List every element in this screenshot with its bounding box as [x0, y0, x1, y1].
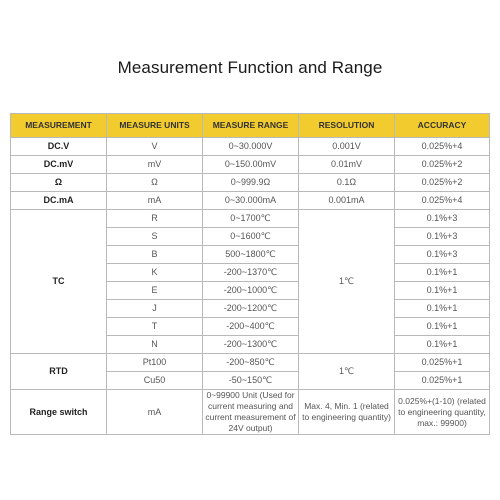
- accuracy-cell: 0.1%+3: [395, 210, 490, 228]
- page-title: Measurement Function and Range: [117, 58, 383, 77]
- table-row: [11, 390, 490, 435]
- range-cell: -200~1200℃: [203, 300, 299, 318]
- spec-table: [10, 113, 490, 435]
- range-cell: 0~99900 Unit (Used for current measuring and current measurement of 24V output): [203, 390, 299, 435]
- range-cell: 0~150.00mV: [203, 156, 299, 174]
- unit-cell: N: [107, 336, 203, 354]
- unit-cell: Ω: [107, 174, 203, 192]
- unit-cell: mA: [107, 192, 203, 210]
- range-cell: -200~1300℃: [203, 336, 299, 354]
- table-row: [11, 210, 490, 228]
- range-cell: -50~150℃: [203, 372, 299, 390]
- header-measure-range: MEASURE RANGE: [203, 114, 299, 138]
- accuracy-cell: 0.1%+3: [395, 228, 490, 246]
- resolution-cell: 0.001V: [299, 138, 395, 156]
- range-cell: -200~1370℃: [203, 264, 299, 282]
- tc-resolution-cell: 1℃: [299, 210, 395, 354]
- rtd-label-cell: RTD: [11, 354, 107, 390]
- unit-cell: J: [107, 300, 203, 318]
- unit-cell: B: [107, 246, 203, 264]
- accuracy-cell: 0.025%+1: [395, 372, 490, 390]
- accuracy-cell: 0.1%+1: [395, 336, 490, 354]
- header-row: [11, 114, 490, 138]
- accuracy-cell: 0.025%+4: [395, 192, 490, 210]
- range-cell: 0~30.000mA: [203, 192, 299, 210]
- range-cell: 0~30.000V: [203, 138, 299, 156]
- accuracy-cell: 0.1%+1: [395, 282, 490, 300]
- measurement-cell: DC.V: [11, 138, 107, 156]
- unit-cell: Pt100: [107, 354, 203, 372]
- measurement-cell: DC.mA: [11, 192, 107, 210]
- measurement-cell: DC.mV: [11, 156, 107, 174]
- resolution-cell: Max. 4, Min. 1 (related to engineering quantity): [299, 390, 395, 435]
- table-row: [11, 354, 490, 372]
- range-cell: 0~1600℃: [203, 228, 299, 246]
- resolution-cell: 0.01mV: [299, 156, 395, 174]
- table-row: [11, 174, 490, 192]
- range-switch-label-cell: Range switch: [11, 390, 107, 435]
- range-cell: -200~1000℃: [203, 282, 299, 300]
- accuracy-cell: 0.025%+4: [395, 138, 490, 156]
- accuracy-cell: 0.025%+1: [395, 354, 490, 372]
- unit-cell: V: [107, 138, 203, 156]
- rtd-resolution-cell: 1℃: [299, 354, 395, 390]
- measurement-cell: Ω: [11, 174, 107, 192]
- accuracy-cell: 0.1%+3: [395, 246, 490, 264]
- accuracy-cell: 0.1%+1: [395, 318, 490, 336]
- unit-cell: T: [107, 318, 203, 336]
- range-cell: -200~850℃: [203, 354, 299, 372]
- range-cell: -200~400℃: [203, 318, 299, 336]
- header-accuracy: ACCURACY: [395, 114, 490, 138]
- table-row: [11, 192, 490, 210]
- unit-cell: R: [107, 210, 203, 228]
- unit-cell: Cu50: [107, 372, 203, 390]
- tc-label-cell: TC: [11, 210, 107, 354]
- unit-cell: mV: [107, 156, 203, 174]
- unit-cell: S: [107, 228, 203, 246]
- unit-cell: E: [107, 282, 203, 300]
- unit-cell: mA: [107, 390, 203, 435]
- range-cell: 0~999.9Ω: [203, 174, 299, 192]
- range-cell: 0~1700℃: [203, 210, 299, 228]
- accuracy-cell: 0.1%+1: [395, 264, 490, 282]
- header-measurement: MEASUREMENT: [11, 114, 107, 138]
- header-measure-units: MEASURE UNITS: [107, 114, 203, 138]
- accuracy-cell: 0.025%+(1-10) (related to engineering quantity, max.: 99900): [395, 390, 490, 435]
- accuracy-cell: 0.025%+2: [395, 156, 490, 174]
- table-row: [11, 156, 490, 174]
- header-resolution: RESOLUTION: [299, 114, 395, 138]
- accuracy-cell: 0.1%+1: [395, 300, 490, 318]
- resolution-cell: 0.1Ω: [299, 174, 395, 192]
- unit-cell: K: [107, 264, 203, 282]
- range-cell: 500~1800℃: [203, 246, 299, 264]
- accuracy-cell: 0.025%+2: [395, 174, 490, 192]
- resolution-cell: 0.001mA: [299, 192, 395, 210]
- table-row: [11, 138, 490, 156]
